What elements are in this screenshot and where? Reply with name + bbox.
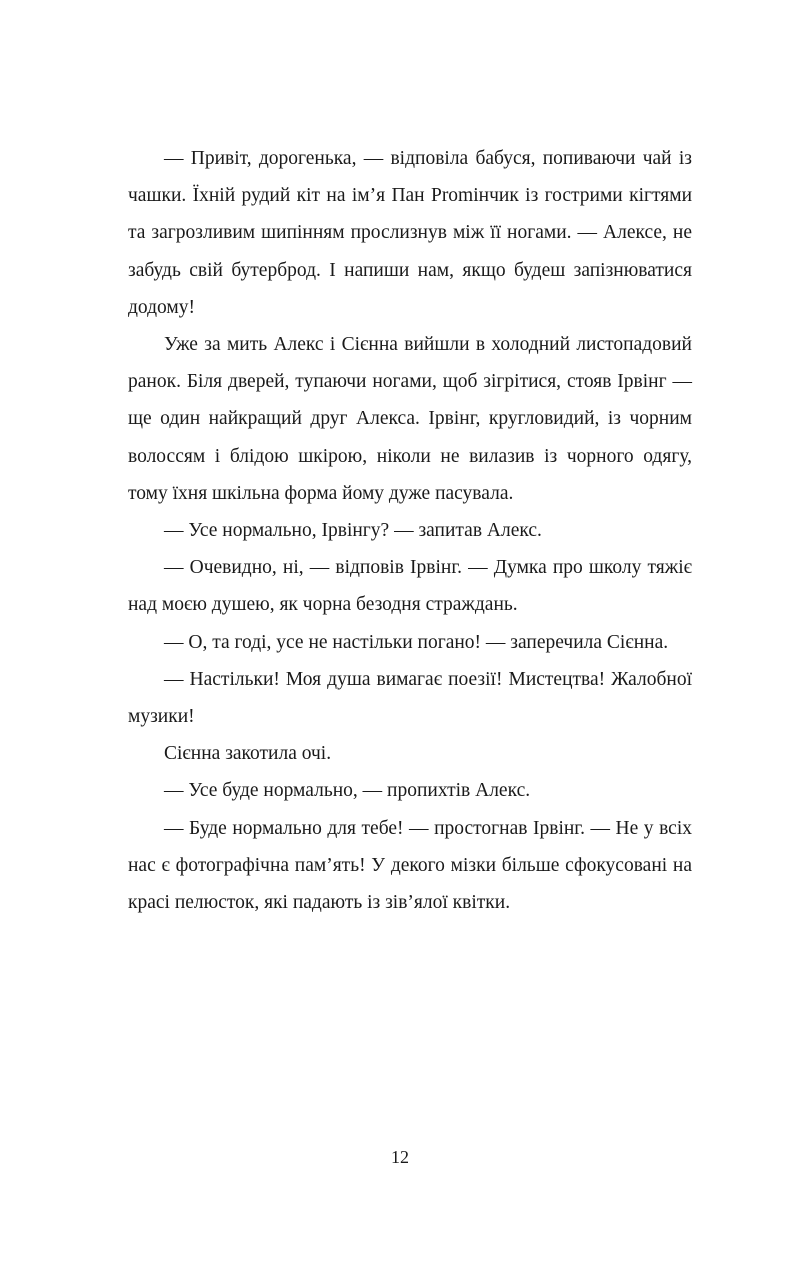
page-body-text bbox=[128, 140, 692, 921]
page-number: 12 bbox=[391, 1147, 409, 1167]
paragraph: — Настільки! Моя душа вимагає поезії! Мистецтва! Жалобної музики! bbox=[128, 668, 692, 728]
paragraph: — Усе нормально, Ірвінгу? — запитав Алекс. bbox=[164, 520, 542, 542]
paragraph: — Усе буде нормально, — пропихтів Алекс. bbox=[164, 780, 531, 802]
paragraph: — Привіт, дорогенька, — відповіла бабуся, попиваючи чай із чашки. Їхній рудий кіт на ім’я Пан Promінчик із гострими кігтями та загрозливим шипінням прослизнув між її ногами. — Алексе, не забудь свій бутерброд. І напиши нам, якщо будеш запізнюватися додому! bbox=[128, 148, 692, 318]
paragraph: Уже за мить Алекс і Сієнна вийшли в холодний листопадовий ранок. Біля дверей, тупаючи ногами, щоб зігрітися, стояв Ірвінг — ще один найкращий друг Алекса. Ірвінг, кругловидий, із чорним волоссям і блідою шкірою, ніколи не вилазив із чорного одягу, тому їхня шкільна форма йому дуже пасувала. bbox=[128, 334, 692, 504]
paragraph: — Буде нормально для тебе! — простогнав Ірвінг. — Не у всіх нас є фотографічна пам’ять! У декого мізки більше сфокусовані на красі пелюсток, які падають із зів’ялої квітки. bbox=[128, 817, 692, 914]
paragraph: — О, та годі, усе не настільки погано! — заперечила Сієнна. bbox=[164, 631, 669, 653]
paragraph: Сієнна закотила очі. bbox=[164, 743, 332, 765]
paragraph: — Очевидно, ні, — відповів Ірвінг. — Думка про школу тяжіє над моєю душею, як чорна безодня страждань. bbox=[128, 557, 692, 616]
